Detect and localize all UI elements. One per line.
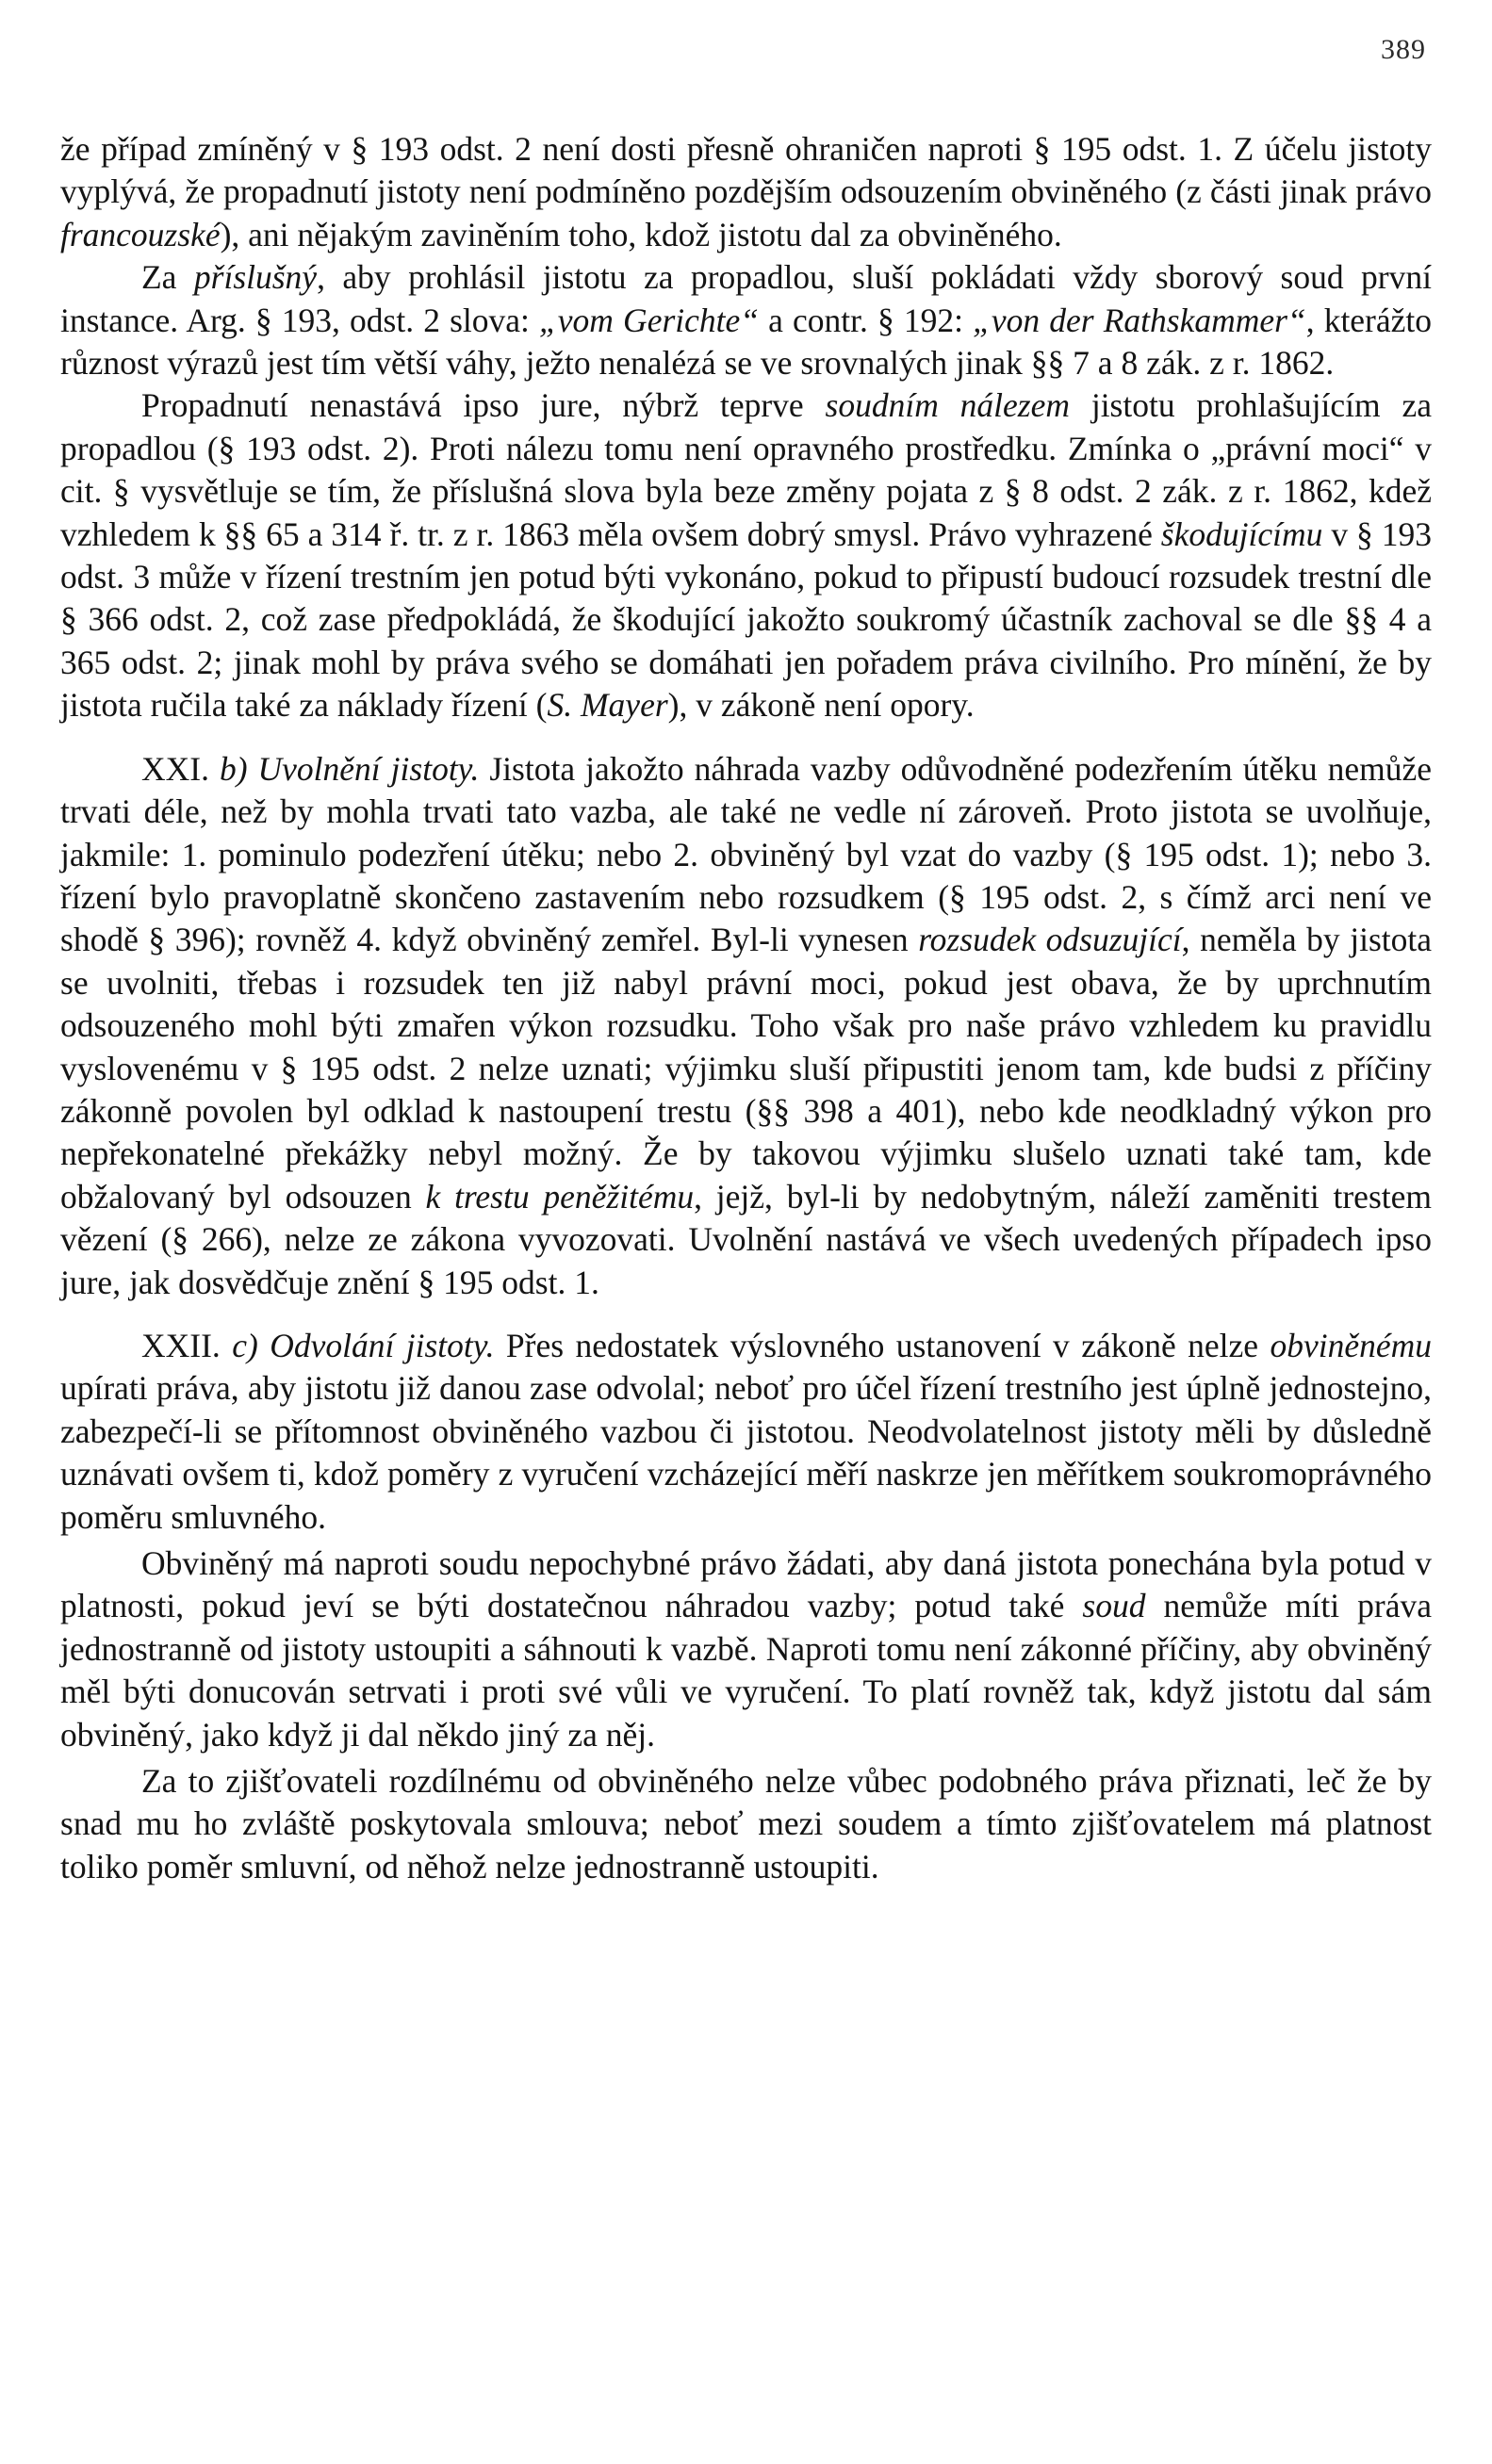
- italic-text: soud: [1082, 1587, 1146, 1625]
- text-run: že případ zmíněný v § 193 odst. 2 není dosti přesně ohraničen naproti § 195 odst. 1. Z účelu jistoty vyplývá, že propadnutí jistoty není podmíněno pozdějším odsouzením obviněného (z části jinak právo: [60, 130, 1432, 211]
- paragraph-competent-court: [60, 256, 1432, 384]
- italic-text: příslušný: [193, 258, 318, 297]
- text-run: , kterážto různost výrazů jest tím větší váhy, ježto nenalézá se ve srovnalých jinak §§ 7 a 8 zák. z r. 1862.: [60, 301, 1433, 383]
- text-run: Za to zjišťovateli rozdílnému od obviněného nelze vůbec podobného práva přiznati, leč že by snad mu ho zvláště poskytovala smlouva; neboť mezi soudem a tímto zjišťovatelem má platnost toliko poměr smluvní, od něhož nelze jednostranně ustoupiti.: [60, 1762, 1432, 1885]
- text-run: Přes nedostatek výslovného ustanovení v zákoně nelze: [494, 1326, 1271, 1364]
- text-run: ), ani nějakým zaviněním toho, kdož jistotu dal za obviněného.: [220, 215, 1062, 253]
- section-xxii-withdrawal-of-security: [60, 1325, 1432, 1539]
- text-run: XXI.: [141, 749, 220, 788]
- italic-text: S. Mayer: [547, 686, 668, 725]
- italic-text: francouzské: [60, 215, 221, 253]
- paragraph-accused-rights: [60, 1542, 1432, 1756]
- text-run: , aby prohlásil jistotu za propadlou, sluší pokládati vždy sborový soud první instance. Arg. § 193, odst. 2 slova:: [60, 258, 1432, 339]
- paragraph-continuation: [60, 128, 1432, 256]
- paragraph-guarantor: [60, 1760, 1432, 1888]
- italic-text: „vom Gerichte“: [539, 301, 760, 339]
- italic-text: obviněnému: [1270, 1326, 1432, 1364]
- text-run: Propadnutí nenastává ipso jure, nýbrž teprve: [141, 386, 826, 425]
- text-run: , jejž, byl-li by nedobytným, náleží zaměniti trestem vězení (§ 266), nelze ze zákona vyvozovati. Uvolnění nastává ve všech uvedených případech ipso jure, jak dosvědčuje znění § 195 odst. 1.: [60, 1177, 1432, 1301]
- italic-text: k trestu peněžitému: [425, 1177, 695, 1216]
- text-run: jistotu prohlašujícím za propadlou (§ 193 odst. 2). Proti nálezu tomu není opravného prostředku. Zmínka o „právní moci“ v cit. § vysvětluje se tím, že příslušná slova byla beze změny pojata z § 8 odst. 2 zák. z r. 1862, kdež vzhledem k §§ 65 a 314 ř. tr. z r. 1863 měla ovšem dobrý smysl. Právo vyhrazené: [60, 386, 1432, 553]
- italic-text: b) Uvolnění jistoty.: [219, 749, 480, 788]
- paragraph-forfeiture: [60, 384, 1432, 726]
- page-number: 389: [1381, 34, 1426, 65]
- text-run: XXII.: [141, 1326, 233, 1364]
- text-run: Za: [141, 258, 194, 297]
- italic-text: soudním nálezem: [825, 386, 1070, 425]
- text-run: Obviněný má naproti soudu nepochybné právo žádati, aby daná jistota ponechána byla potud v platnosti, pokud jeví se býti dostatečnou náhradou vazby; potud také: [60, 1544, 1432, 1625]
- text-run: v § 193 odst. 3 může v řízení trestním jen potud býti vykonáno, pokud to připustí budoucí rozsudek trestní dle § 366 odst. 2, což zase předpokládá, že škodující jakožto soukromý účastník zachoval se dle §§ 4 a 365 odst. 2; jinak mohl by práva svého se domáhati jen pořadem práva civilního. Pro mínění, že by jistota ručila také za náklady řízení (: [60, 514, 1432, 725]
- text-run: upírati práva, aby jistotu již danou zase odvolal; neboť pro účel řízení trestního jest úplně jednostejno, zabezpečí-li se přítomnost obviněného vazbou či jistotou. Neodvolatelnost jistoty měli by důsledně uznávati ovšem ti, kdož poměry z vyručení vzcházející měří naskrze jen měřítkem soukromoprávného poměru smluvného.: [60, 1369, 1432, 1536]
- text-run: a contr. § 192:: [759, 301, 974, 339]
- body-text: [60, 128, 1432, 1888]
- text-run: Jistota jakožto náhrada vazby odůvodněné podezřením útěku nemůže trvati déle, než by mohla trvati tato vazba, ale také ne vedle ní zároveň. Proto jistota se uvolňuje, jakmile: 1. pominulo podezření útěku; nebo 2. obviněný byl vzat do vazby (§ 195 odst. 1); nebo 3. řízení bylo pravoplatně skončeno zastavením nebo rozsudkem (§ 195 odst. 2, s čímž arci není ve shodě § 396); rovněž 4. když obviněný zemřel. Byl-li vynesen: [60, 749, 1432, 959]
- text-run: nemůže míti práva jednostranně od jistoty ustoupiti a sáhnouti k vazbě. Naproti tomu není zákonné příčiny, aby obviněný měl býti donucován setrvati i proti své vůli ve vyručení. To platí rovněž tak, když jistotu dal sám obviněný, jako když ji dal někdo jiný za něj.: [60, 1587, 1432, 1754]
- text-run: , neměla by jistota se uvolniti, třebas i rozsudek ten již nabyl právní moci, pokud jest obava, že by uprchnutím odsouzeného mohl býti zmařen výkon rozsudku. Toho však pro naše právo vzhledem ku pravidlu vyslovenému v § 195 odst. 2 nelze uznati; výjimku sluší připustiti jenom tam, kde budsi z příčiny zákonně povolen byl odklad k nastoupení trestu (§§ 398 a 401), nebo kde neodkladný výkon pro nepřekonatelné překážky nebyl možný. Že by takovou výjimku slušelo uznati také tam, kde obžalovaný byl odsouzen: [60, 921, 1433, 1216]
- italic-text: rozsudek odsuzující: [918, 921, 1182, 959]
- italic-text: „von der Rathskammer“: [973, 301, 1306, 339]
- text-run: ), v zákoně není opory.: [667, 686, 975, 725]
- section-xxi-release-of-security: [60, 748, 1432, 1304]
- italic-text: c) Odvolání jistoty.: [232, 1326, 495, 1364]
- italic-text: škodujícímu: [1160, 514, 1323, 553]
